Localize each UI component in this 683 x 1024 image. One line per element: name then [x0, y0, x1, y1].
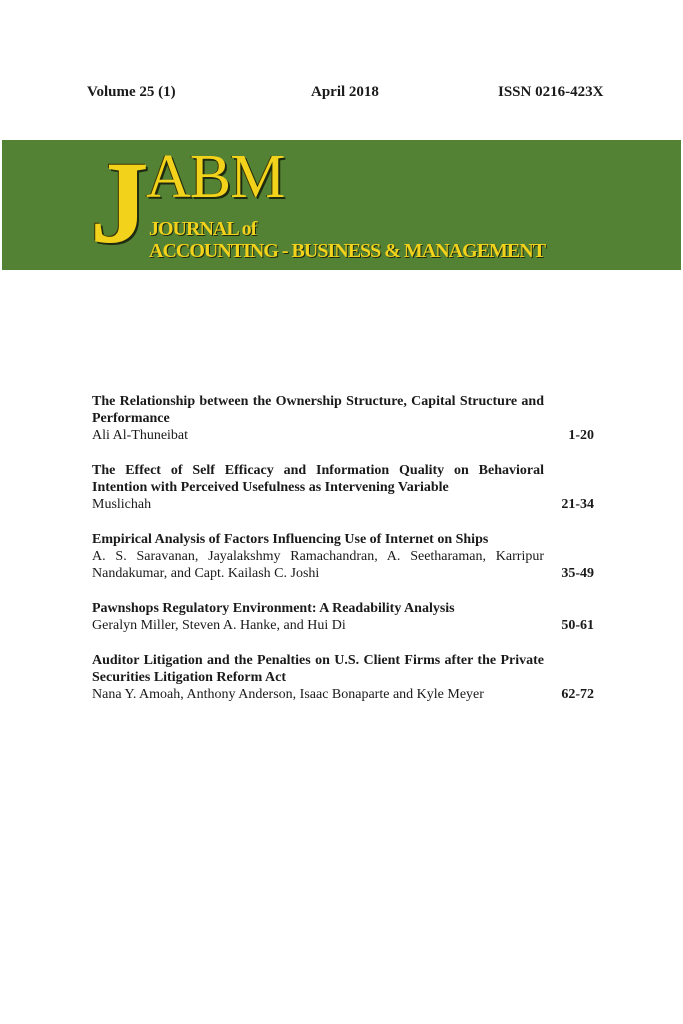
article-pages: 1-20 — [568, 428, 594, 443]
article-authors: Nana Y. Amoah, Anthony Anderson, Isaac Bonaparte and Kyle Meyer — [92, 687, 484, 702]
journal-banner — [2, 137, 681, 270]
article-authors: A. S. Saravanan, Jayalakshmy Ramachandran, A. Seetharaman, Karripur Nandakumar, and Capt. Kailash C. Joshi — [92, 549, 544, 581]
article-title: The Relationship between the Ownership Structure, Capital Structure and Performance — [92, 394, 544, 426]
logo-j-letter: J — [90, 137, 149, 268]
toc-entry[interactable] — [92, 600, 594, 634]
article-title: Empirical Analysis of Factors Influencing Use of Internet on Ships — [92, 532, 489, 547]
article-authors: Geralyn Miller, Steven A. Hanke, and Hui Di — [92, 618, 346, 633]
toc-entry[interactable] — [92, 393, 594, 444]
table-of-contents — [92, 393, 594, 721]
logo-abm-letters: ABM — [146, 143, 285, 211]
article-authors: Ali Al-Thuneibat — [92, 428, 189, 443]
cover-header — [0, 84, 683, 106]
toc-entry[interactable] — [92, 531, 594, 582]
journal-name-line2: ACCOUNTING - BUSINESS & MANAGEMENT — [149, 240, 546, 262]
toc-entry[interactable] — [92, 652, 594, 703]
issue-date: April 2018 — [311, 84, 379, 100]
article-pages: 21-34 — [561, 497, 594, 512]
article-authors: Muslichah — [92, 497, 152, 512]
article-pages: 62-72 — [561, 687, 594, 702]
issn-label: ISSN 0216-423X — [498, 84, 604, 100]
article-title: The Effect of Self Efficacy and Information Quality on Behavioral Intention with Perceived Usefulness as Intervening Variable — [92, 463, 544, 495]
article-title: Pawnshops Regulatory Environment: A Readability Analysis — [92, 601, 455, 616]
journal-name-line1: JOURNAL of — [149, 218, 257, 240]
article-title: Auditor Litigation and the Penalties on U.S. Client Firms after the Private Securities Litigation Reform Act — [92, 653, 544, 685]
volume-label: Volume 25 (1) — [87, 84, 176, 100]
article-pages: 35-49 — [561, 566, 594, 581]
toc-entry[interactable] — [92, 462, 594, 513]
article-pages: 50-61 — [561, 618, 594, 633]
